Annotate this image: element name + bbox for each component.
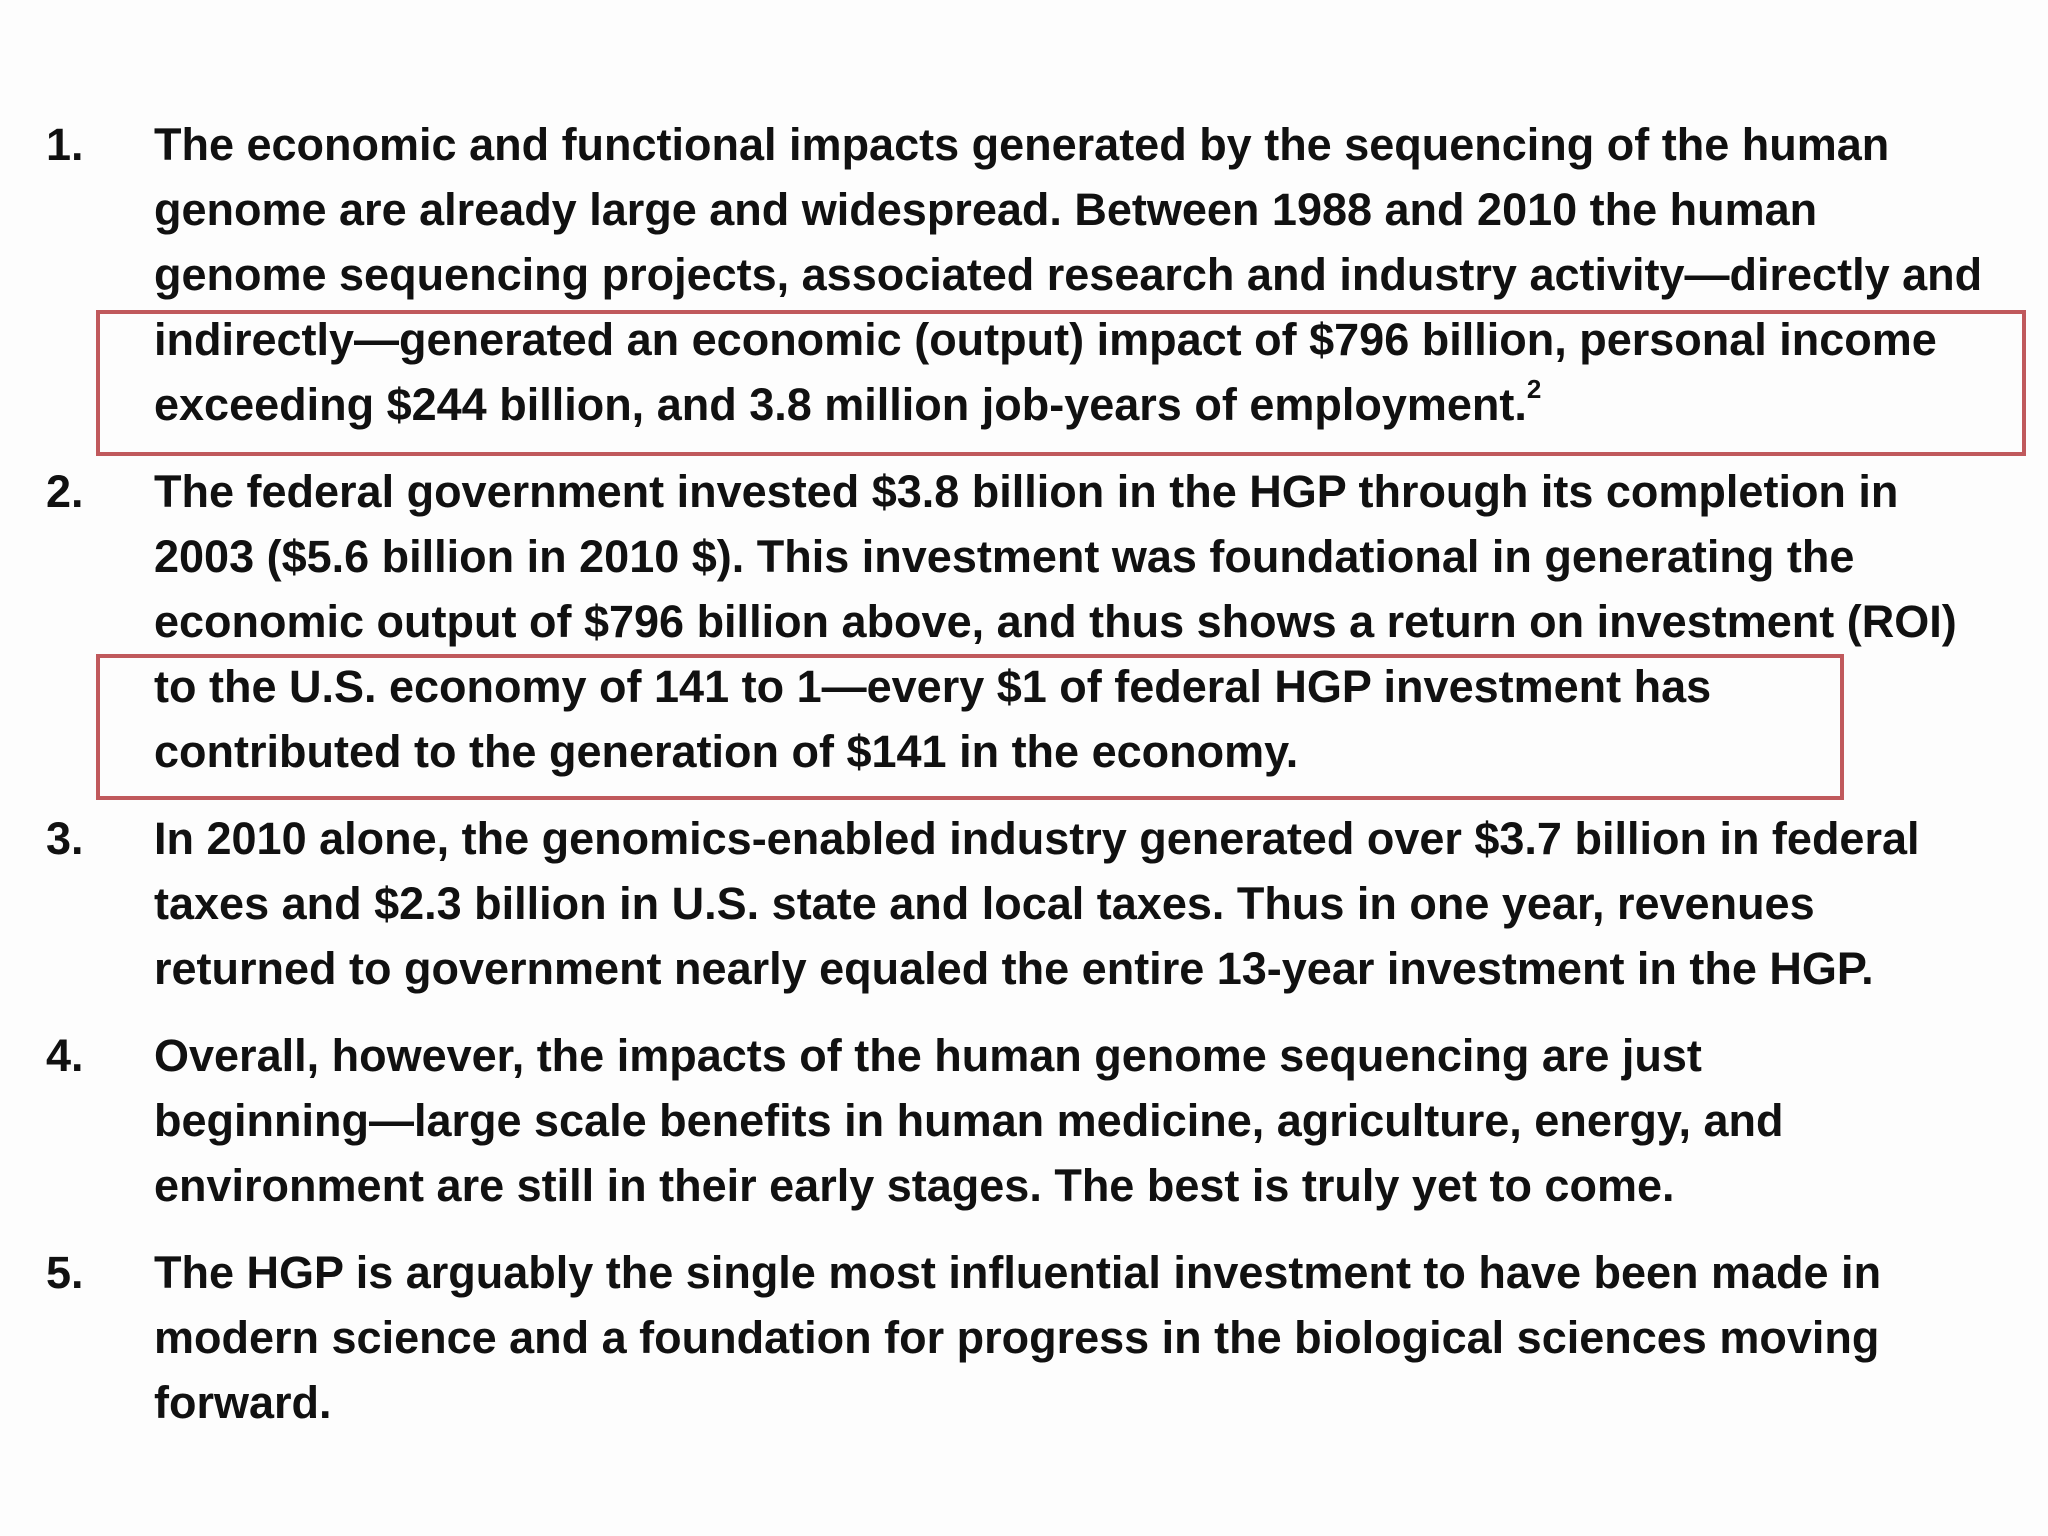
item-number: 5. (46, 1247, 84, 1298)
footnote-marker: 2 (1526, 374, 1542, 404)
text-line: modern science and a foundation for progress in the biological sciences moving (154, 1312, 1880, 1363)
text-line: genome sequencing projects, associated research and industry activity—directly and (154, 249, 1983, 300)
item-number: 3. (46, 813, 84, 864)
text-line: taxes and $2.3 billion in U.S. state and local taxes. Thus in one year, revenues (154, 878, 1815, 929)
text-line: indirectly—generated an economic (output) impact of $796 billion, personal income (154, 314, 1937, 365)
item-text (154, 1240, 2026, 1435)
item-number: 2. (46, 466, 84, 517)
text-line: The economic and functional impacts generated by the sequencing of the human (154, 119, 1890, 170)
text-line: returned to government nearly equaled the entire 13-year investment in the HGP. (154, 943, 1874, 994)
text-line: In 2010 alone, the genomics-enabled industry generated over $3.7 billion in federal (154, 813, 1920, 864)
text-line: Overall, however, the impacts of the human genome sequencing are just (154, 1030, 1702, 1081)
highlight-box-economic-impact (96, 310, 2026, 456)
text-line: contributed to the generation of $141 in the economy. (154, 726, 1299, 777)
text-line: to the U.S. economy of 141 to 1—every $1 of federal HGP investment has (154, 661, 1712, 712)
item-text (154, 806, 2026, 1001)
text-line: genome are already large and widespread. Between 1988 and 2010 the human (154, 184, 1818, 235)
text-line-content: exceeding $244 billion, and 3.8 million job-years of employment. (154, 379, 1527, 430)
text-line: environment are still in their early stages. The best is truly yet to come. (154, 1160, 1675, 1211)
list-item-4 (46, 1023, 2026, 1218)
text-line: The federal government invested $3.8 billion in the HGP through its completion in (154, 466, 1899, 517)
list-item-5 (46, 1240, 2026, 1435)
text-line: forward. (154, 1377, 332, 1428)
item-number: 4. (46, 1030, 84, 1081)
text-line: The HGP is arguably the single most influential investment to have been made in (154, 1247, 1882, 1298)
item-number: 1. (46, 119, 84, 170)
text-line: economic output of $796 billion above, and thus shows a return on investment (ROI) (154, 596, 1957, 647)
text-line: beginning—large scale benefits in human medicine, agriculture, energy, and (154, 1095, 1784, 1146)
text-line: 2003 ($5.6 billion in 2010 $). This investment was foundational in generating the (154, 531, 1855, 582)
highlight-box-roi (96, 654, 1844, 800)
item-text (154, 1023, 2026, 1218)
list-item-3 (46, 806, 2026, 1001)
